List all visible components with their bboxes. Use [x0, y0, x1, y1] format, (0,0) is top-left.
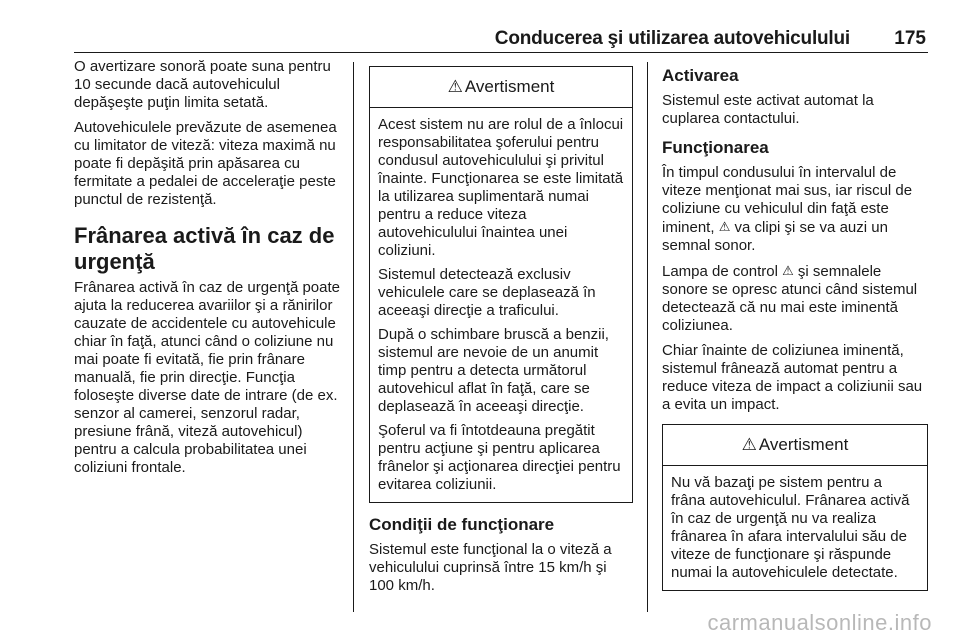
watermark: carmanualsonline.info: [707, 610, 932, 635]
text-run: şi semnalele sonore se opresc atunci când sistemul detectează că nu mai este iminentă coliziunea.: [662, 263, 918, 334]
section-heading: Activarea: [662, 66, 739, 85]
paragraph: Sistemul este activat automat la cuplarea contactului.: [662, 92, 874, 127]
forward-collision-icon: ⚠: [718, 219, 731, 234]
page-header: [74, 22, 928, 53]
column-left: [74, 58, 344, 484]
warning-box: [369, 66, 633, 503]
section-heading: Frânarea activă în caz de urgenţă: [74, 223, 335, 274]
warning-paragraph: Şoferul va fi întotdeauna pregătit pentru acţiune şi pentru aplicarea frânelor şi acţionarea direcţiei pentru evitarea coliziunii.: [378, 422, 621, 493]
paragraph: [662, 164, 928, 255]
warning-paragraph: Acest sistem nu are rolul de a înlocui responsabilitatea şoferului pentru condusul autovehiculului şi privitul înainte. Funcţionarea se este limitată la utilizarea suplimentară numai pentru a reduce viteza autovehiculului înaintea unei coliziuni.: [378, 116, 624, 259]
column-divider: [647, 62, 648, 612]
warning-triangle-icon: ⚠: [447, 77, 463, 96]
warning-box: [662, 424, 928, 591]
text-run: Lampa de control: [662, 263, 783, 280]
paragraph: Autovehiculele prevăzute de asemenea cu limitator de viteză: viteza maximă nu poate fi depăşită prin apăsarea cu fermitate a pedalei de acceleraţie peste punctul de rezistenţă.: [74, 119, 337, 208]
section-heading: Funcţionarea: [662, 138, 769, 157]
paragraph: Frânarea activă în caz de urgenţă poate ajuta la reducerea avariilor şi a rănirilor cauzate de accidentele cu autovehicule chiar în faţă, atunci când o coliziune nu mai poate fi evitată, fie prin frânare manuală, fie prin direcţie. Funcţia foloseşte diverse date de intrare (de ex. senzor al camerei, senzorul radar, presiune frână, viteză autovehicul) pentru a calcula probabilitatea unei coliziuni frontale.: [74, 279, 341, 476]
warning-header: [663, 425, 927, 466]
paragraph: O avertizare sonoră poate suna pentru 10 secunde dacă autovehiculul depăşeşte puţin limita setată.: [74, 58, 331, 111]
warning-body: [370, 108, 632, 502]
text-run: va clipi şi se va auzi un semnal sonor.: [662, 219, 888, 254]
warning-title: Avertisment: [758, 435, 849, 454]
warning-triangle-icon: ⚠: [741, 435, 757, 454]
paragraph: Sistemul este funcţional la o viteză a vehiculului cuprinsă între 15 km/h şi 100 km/h.: [369, 541, 612, 594]
text-run: În timpul condusului în intervalul de viteze menţionat mai sus, iar riscul de coliziune cu vehiculul din faţă este iminent,: [662, 164, 913, 236]
warning-paragraph: Nu vă bazaţi pe sistem pentru a frâna autovehiculul. Frânarea activă în caz de urgenţă nu va realiza frânarea în afara intervalului său de viteze de funcţionare şi răspunde numai la autovehiculele detectate.: [671, 474, 910, 581]
warning-paragraph: Sistemul detectează exclusiv vehiculele care se deplasează în aceeaşi direcţie a traficului.: [378, 266, 596, 319]
column-divider: [353, 62, 354, 612]
page-title: Conducerea şi utilizarea autovehiculului: [494, 28, 850, 49]
section-heading: Condiţii de funcţionare: [369, 515, 555, 534]
forward-collision-icon: ⚠: [782, 263, 794, 278]
column-middle: [369, 58, 633, 602]
column-right: [662, 58, 928, 591]
warning-title: Avertisment: [464, 77, 555, 96]
warning-paragraph: După o schimbare bruscă a benzii, sistemul are nevoie de un anumit timp pentru a detecta următorul autovehicul aflat în faţă, care se deplasează în aceeaşi direcţie.: [378, 326, 609, 415]
paragraph: [662, 262, 928, 335]
paragraph: Chiar înainte de coliziunea iminentă, sistemul frânează automat pentru a reduce viteza de impact a coliziunii sau a evita un impact.: [662, 342, 923, 413]
page-number: 175: [894, 28, 926, 49]
warning-header: [370, 67, 632, 108]
warning-body: [663, 466, 927, 590]
